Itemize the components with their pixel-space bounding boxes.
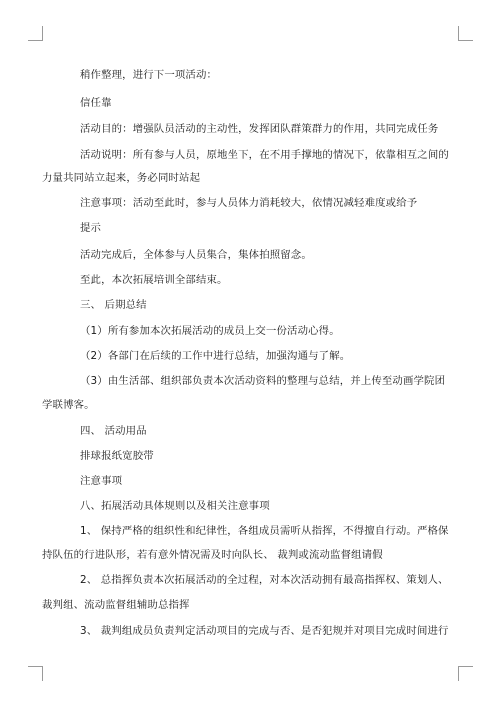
text-line: 注意事项：活动至此时，参与人员体力消耗较大，依情况减轻难度或给予 <box>80 197 418 209</box>
text-line: （3）由生活部、组织部负责本次活动资料的整理与总结，并上传至动画学院团 <box>80 375 446 387</box>
text-line: 稍作整理，进行下一项活动： <box>80 69 218 81</box>
section-heading: 四、 活动用品 <box>80 425 147 437</box>
text-line: 活动说明：所有参与人员，原地坐下，在不用手撑地的情况下，依靠相互之间的 <box>80 149 449 161</box>
text-line: 学联博客。 <box>42 399 95 411</box>
text-line: 裁判组、流动监督组辅助总指挥 <box>42 599 190 611</box>
text-line: 持队伍的行进队形，若有意外情况需及时向队长、 裁判或流动监督组请假 <box>42 549 383 561</box>
text-line: 注意事项 <box>80 475 123 487</box>
text-line: 排球报纸宽胶带 <box>80 450 154 462</box>
text-line: 至此，本次拓展培训全部结束。 <box>80 274 228 286</box>
text-line: 信任靠 <box>80 97 112 109</box>
crop-mark-top-left <box>28 26 43 41</box>
text-line: 3、 裁判组成员负责判定活动项目的完成与否、是否犯规并对项目完成时间进行 <box>80 625 449 637</box>
section-heading: 三、 后期总结 <box>80 299 147 311</box>
text-line: 1、 保持严格的组织性和纪律性，各组成员需听从指挥，不得擅自行动。严格保 <box>80 525 449 537</box>
text-line: （1）所有参加本次拓展活动的成员上交一份活动心得。 <box>80 325 340 337</box>
text-line: 力量共同站立起来，务必同时站起 <box>42 172 201 184</box>
text-line: 提示 <box>80 222 102 234</box>
crop-mark-bottom-left <box>28 666 43 681</box>
text-line: 活动完成后，全体参与人员集合，集体拍照留念。 <box>80 249 312 261</box>
text-line: （2）各部门在后续的工作中进行总结，加强沟通与了解。 <box>80 350 351 362</box>
crop-mark-bottom-right <box>458 666 473 681</box>
crop-mark-top-right <box>458 26 473 41</box>
text-line: 2、 总指挥负责本次拓展活动的全过程，对本次活动拥有最高指挥权、策划人、 <box>80 574 449 586</box>
text-line: 活动目的：增强队员活动的主动性，发挥团队群策群力的作用，共同完成任务 <box>80 123 439 135</box>
section-heading: 八、拓展活动具体规则以及相关注意事项 <box>80 500 270 512</box>
